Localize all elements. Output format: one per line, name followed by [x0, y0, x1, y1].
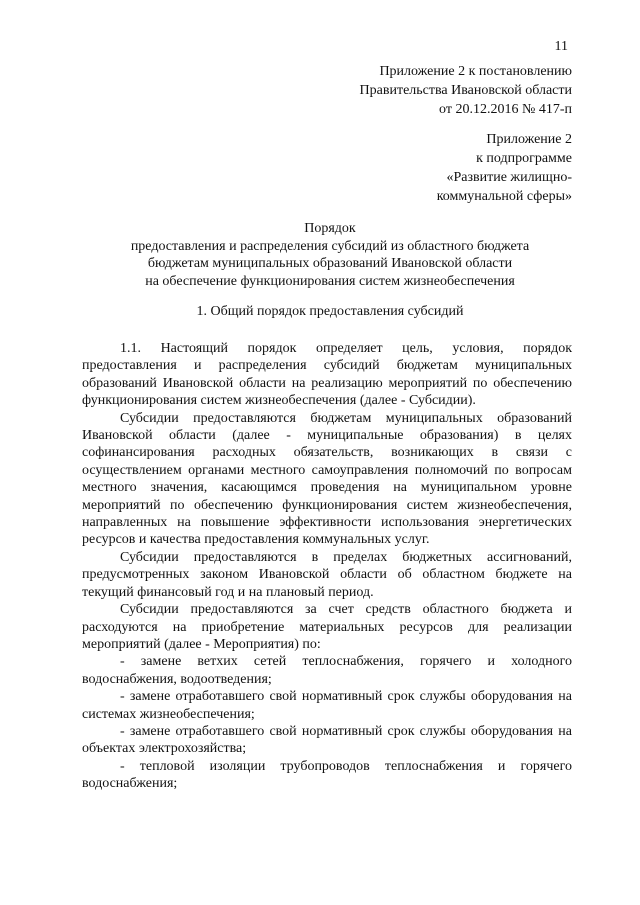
paragraph-subsidy-recipients: Субсидии предоставляются бюджетам муниципальных образований Ивановской области (далее - муниципальные образования) в целях софинансирования расходных обязательств, возникающих в связи с осуществлением органами местного самоуправления полномочий по вопросам местного значения, касающимся проведения на муниципальном уровне мероприятий по обеспечению функционирования систем жизнеобеспечения, направленных на повышение эффективности использования энергетических ресурсов и качества предоставления коммунальных услуг. [82, 410, 572, 548]
paragraph-purpose: 1.1. Настоящий порядок определяет цель, условия, порядок предоставления и распределения субсидий бюджетам муниципальных образований Ивановской области на реализацию мероприятий по обеспечению функционирования систем жизнеобеспечения (далее - Субсидии). [82, 341, 572, 409]
list-item: - тепловой изоляции трубопроводов теплоснабжения и горячего водоснабжения; [82, 758, 572, 792]
list-item: - замене отработавшего свой нормативный срок службы оборудования на системах жизнеобеспечения; [82, 689, 572, 722]
list-item: - замене отработавшего свой нормативный срок службы оборудования на объектах электрохозяйства; [82, 723, 572, 757]
appendix-program-line-2: к подпрограмме [476, 151, 572, 166]
title-line-2: предоставления и распределения субсидий из областного бюджета [130, 238, 530, 254]
appendix-program-block [437, 130, 572, 206]
page-number: 11 [554, 39, 568, 54]
appendix-resolution-line-1: Приложение 2 к постановлению [379, 64, 572, 79]
appendix-program-line-4: коммунальной сферы» [436, 189, 572, 204]
appendix-resolution-line-2: Правительства Ивановской области [359, 83, 572, 98]
title-line-1: Порядок [304, 221, 356, 236]
paragraph-subsidy-usage: Субсидии предоставляются за счет средств областного бюджета и расходуются на приобретение материальных ресурсов для реализации мероприятий (далее - Мероприятия) по: [82, 602, 572, 652]
document-title [72, 220, 588, 290]
paragraph-budget-limits: Субсидии предоставляются в пределах бюджетных ассигнований, предусмотренных законом Ивановской области об областном бюджете на текущий финансовый год и на плановый период. [82, 549, 572, 600]
body-text [82, 340, 572, 793]
section-heading: 1. Общий порядок предоставления субсидий [196, 304, 464, 319]
appendix-resolution-line-3: от 20.12.2016 № 417-п [439, 102, 572, 117]
appendix-program-line-1: Приложение 2 [486, 132, 572, 147]
appendix-program-line-3: «Развитие жилищно- [446, 170, 572, 185]
list-item: - замене ветхих сетей теплоснабжения, горячего и холодного водоснабжения, водоотведения; [82, 654, 572, 687]
appendix-resolution-block [360, 62, 572, 119]
title-line-3: бюджетам муниципальных образований Ивановской области [147, 256, 513, 271]
title-line-4: на обеспечение функционирования систем жизнеобеспечения [145, 273, 515, 289]
